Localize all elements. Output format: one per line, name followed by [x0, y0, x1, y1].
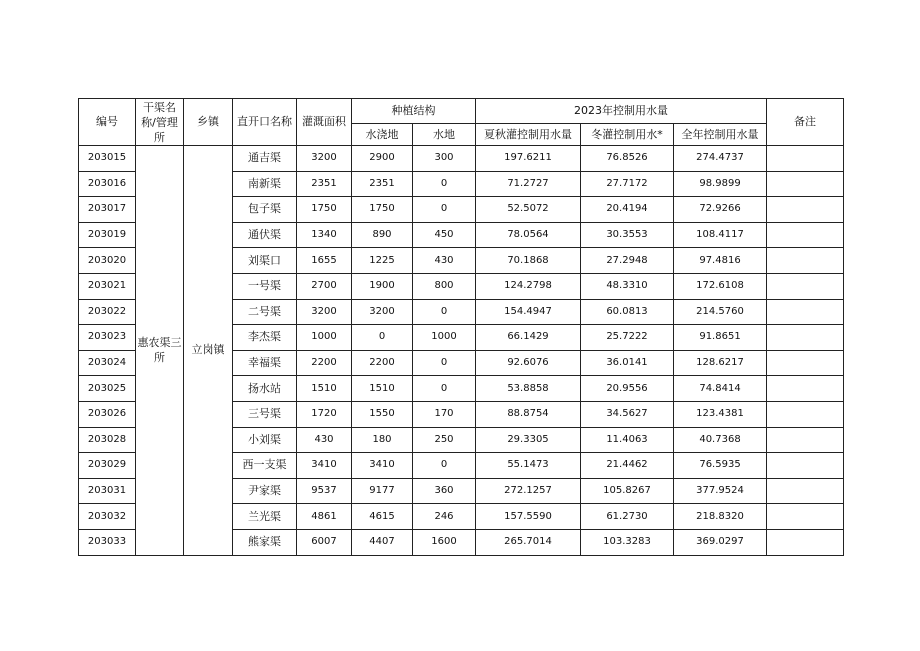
cell-area: 430: [297, 427, 352, 453]
cell-code: 203016: [79, 171, 136, 197]
cell-area: 3410: [297, 453, 352, 479]
cell-winter: 36.0141: [581, 350, 674, 376]
cell-irrigated: 180: [352, 427, 413, 453]
cell-remark: [767, 248, 844, 274]
cell-area: 9537: [297, 478, 352, 504]
cell-code: 203028: [79, 427, 136, 453]
cell-winter: 20.4194: [581, 197, 674, 223]
cell-remark: [767, 529, 844, 555]
header-outlet: 直开口名称: [233, 99, 297, 146]
cell-summer-autumn: 197.6211: [476, 146, 581, 172]
cell-annual: 377.9524: [674, 478, 767, 504]
cell-winter: 76.8526: [581, 146, 674, 172]
cell-outlet: 兰光渠: [233, 504, 297, 530]
cell-annual: 214.5760: [674, 299, 767, 325]
cell-outlet: 刘渠口: [233, 248, 297, 274]
cell-remark: [767, 504, 844, 530]
cell-outlet: 二号渠: [233, 299, 297, 325]
cell-irrigated: 890: [352, 222, 413, 248]
header-canal: 干渠名称/管理所: [136, 99, 184, 146]
cell-winter: 30.3553: [581, 222, 674, 248]
cell-annual: 40.7368: [674, 427, 767, 453]
cell-code: 203024: [79, 350, 136, 376]
cell-area: 3200: [297, 299, 352, 325]
cell-summer-autumn: 52.5072: [476, 197, 581, 223]
cell-paddy: 800: [413, 273, 476, 299]
cell-paddy: 0: [413, 376, 476, 402]
cell-area: 2700: [297, 273, 352, 299]
cell-remark: [767, 222, 844, 248]
cell-summer-autumn: 70.1868: [476, 248, 581, 274]
cell-code: 203025: [79, 376, 136, 402]
cell-outlet: 幸福渠: [233, 350, 297, 376]
cell-annual: 369.0297: [674, 529, 767, 555]
header-control: 2023年控制用水量: [476, 99, 767, 124]
cell-irrigated: 2351: [352, 171, 413, 197]
cell-irrigated: 4407: [352, 529, 413, 555]
cell-remark: [767, 401, 844, 427]
cell-irrigated: 1225: [352, 248, 413, 274]
header-summer-autumn: 夏秋灌控制用水量: [476, 124, 581, 146]
cell-paddy: 0: [413, 171, 476, 197]
cell-summer-autumn: 157.5590: [476, 504, 581, 530]
table-row: [79, 146, 844, 172]
cell-paddy: 0: [413, 299, 476, 325]
cell-paddy: 430: [413, 248, 476, 274]
cell-code: 203026: [79, 401, 136, 427]
cell-summer-autumn: 272.1257: [476, 478, 581, 504]
cell-area: 1340: [297, 222, 352, 248]
header-winter: 冬灌控制用水*: [581, 124, 674, 146]
cell-paddy: 0: [413, 350, 476, 376]
cell-remark: [767, 197, 844, 223]
cell-area: 3200: [297, 146, 352, 172]
cell-paddy: 0: [413, 197, 476, 223]
cell-remark: [767, 273, 844, 299]
cell-remark: [767, 453, 844, 479]
cell-paddy: 250: [413, 427, 476, 453]
header-town: 乡镇: [184, 99, 233, 146]
cell-annual: 72.9266: [674, 197, 767, 223]
cell-area: 2351: [297, 171, 352, 197]
cell-code: 203022: [79, 299, 136, 325]
cell-irrigated: 0: [352, 325, 413, 351]
cell-area: 4861: [297, 504, 352, 530]
cell-area: 1720: [297, 401, 352, 427]
cell-winter: 21.4462: [581, 453, 674, 479]
cell-remark: [767, 325, 844, 351]
header-area: 灌溉面积: [297, 99, 352, 146]
cell-canal: 惠农渠三所: [136, 146, 184, 556]
cell-summer-autumn: 154.4947: [476, 299, 581, 325]
cell-irrigated: 1900: [352, 273, 413, 299]
cell-irrigated: 1550: [352, 401, 413, 427]
header-irrigated: 水浇地: [352, 124, 413, 146]
cell-annual: 218.8320: [674, 504, 767, 530]
cell-code: 203033: [79, 529, 136, 555]
cell-paddy: 246: [413, 504, 476, 530]
cell-area: 2200: [297, 350, 352, 376]
cell-code: 203015: [79, 146, 136, 172]
cell-annual: 97.4816: [674, 248, 767, 274]
cell-winter: 11.4063: [581, 427, 674, 453]
cell-irrigated: 4615: [352, 504, 413, 530]
cell-summer-autumn: 55.1473: [476, 453, 581, 479]
cell-outlet: 扬水站: [233, 376, 297, 402]
cell-outlet: 一号渠: [233, 273, 297, 299]
cell-winter: 103.3283: [581, 529, 674, 555]
cell-outlet: 尹家渠: [233, 478, 297, 504]
cell-code: 203017: [79, 197, 136, 223]
cell-code: 203020: [79, 248, 136, 274]
cell-winter: 105.8267: [581, 478, 674, 504]
cell-outlet: 小刘渠: [233, 427, 297, 453]
cell-annual: 108.4117: [674, 222, 767, 248]
cell-remark: [767, 299, 844, 325]
cell-winter: 27.2948: [581, 248, 674, 274]
header-row-1: [79, 99, 844, 124]
cell-remark: [767, 478, 844, 504]
cell-area: 1655: [297, 248, 352, 274]
cell-summer-autumn: 92.6076: [476, 350, 581, 376]
cell-town: 立岗镇: [184, 146, 233, 556]
cell-winter: 61.2730: [581, 504, 674, 530]
cell-outlet: 三号渠: [233, 401, 297, 427]
header-remark: 备注: [767, 99, 844, 146]
cell-code: 203031: [79, 478, 136, 504]
cell-summer-autumn: 66.1429: [476, 325, 581, 351]
cell-irrigated: 9177: [352, 478, 413, 504]
cell-outlet: 南新渠: [233, 171, 297, 197]
cell-summer-autumn: 88.8754: [476, 401, 581, 427]
cell-winter: 20.9556: [581, 376, 674, 402]
cell-annual: 123.4381: [674, 401, 767, 427]
cell-irrigated: 2200: [352, 350, 413, 376]
cell-annual: 76.5935: [674, 453, 767, 479]
cell-annual: 128.6217: [674, 350, 767, 376]
cell-annual: 98.9899: [674, 171, 767, 197]
cell-winter: 60.0813: [581, 299, 674, 325]
cell-irrigated: 2900: [352, 146, 413, 172]
cell-summer-autumn: 78.0564: [476, 222, 581, 248]
cell-outlet: 包子渠: [233, 197, 297, 223]
cell-outlet: 通伏渠: [233, 222, 297, 248]
cell-paddy: 360: [413, 478, 476, 504]
cell-summer-autumn: 71.2727: [476, 171, 581, 197]
header-code: 编号: [79, 99, 136, 146]
cell-paddy: 1600: [413, 529, 476, 555]
cell-paddy: 170: [413, 401, 476, 427]
header-annual: 全年控制用水量: [674, 124, 767, 146]
cell-summer-autumn: 124.2798: [476, 273, 581, 299]
cell-area: 1510: [297, 376, 352, 402]
cell-paddy: 1000: [413, 325, 476, 351]
cell-winter: 34.5627: [581, 401, 674, 427]
water-control-table: [78, 98, 844, 556]
cell-irrigated: 3410: [352, 453, 413, 479]
cell-code: 203029: [79, 453, 136, 479]
cell-remark: [767, 171, 844, 197]
cell-outlet: 通吉渠: [233, 146, 297, 172]
header-paddy: 水地: [413, 124, 476, 146]
cell-summer-autumn: 53.8858: [476, 376, 581, 402]
cell-winter: 48.3310: [581, 273, 674, 299]
table-body: [79, 99, 844, 556]
cell-outlet: 西一支渠: [233, 453, 297, 479]
cell-code: 203021: [79, 273, 136, 299]
cell-paddy: 300: [413, 146, 476, 172]
cell-irrigated: 1750: [352, 197, 413, 223]
cell-annual: 274.4737: [674, 146, 767, 172]
cell-paddy: 0: [413, 453, 476, 479]
cell-code: 203032: [79, 504, 136, 530]
cell-irrigated: 1510: [352, 376, 413, 402]
cell-area: 6007: [297, 529, 352, 555]
cell-annual: 91.8651: [674, 325, 767, 351]
cell-annual: 74.8414: [674, 376, 767, 402]
cell-code: 203023: [79, 325, 136, 351]
cell-outlet: 李杰渠: [233, 325, 297, 351]
cell-summer-autumn: 29.3305: [476, 427, 581, 453]
cell-irrigated: 3200: [352, 299, 413, 325]
cell-outlet: 熊家渠: [233, 529, 297, 555]
cell-winter: 27.7172: [581, 171, 674, 197]
cell-area: 1000: [297, 325, 352, 351]
cell-remark: [767, 350, 844, 376]
cell-winter: 25.7222: [581, 325, 674, 351]
header-planting: 种植结构: [352, 99, 476, 124]
cell-annual: 172.6108: [674, 273, 767, 299]
cell-code: 203019: [79, 222, 136, 248]
cell-area: 1750: [297, 197, 352, 223]
cell-paddy: 450: [413, 222, 476, 248]
cell-remark: [767, 146, 844, 172]
cell-remark: [767, 427, 844, 453]
cell-summer-autumn: 265.7014: [476, 529, 581, 555]
cell-remark: [767, 376, 844, 402]
